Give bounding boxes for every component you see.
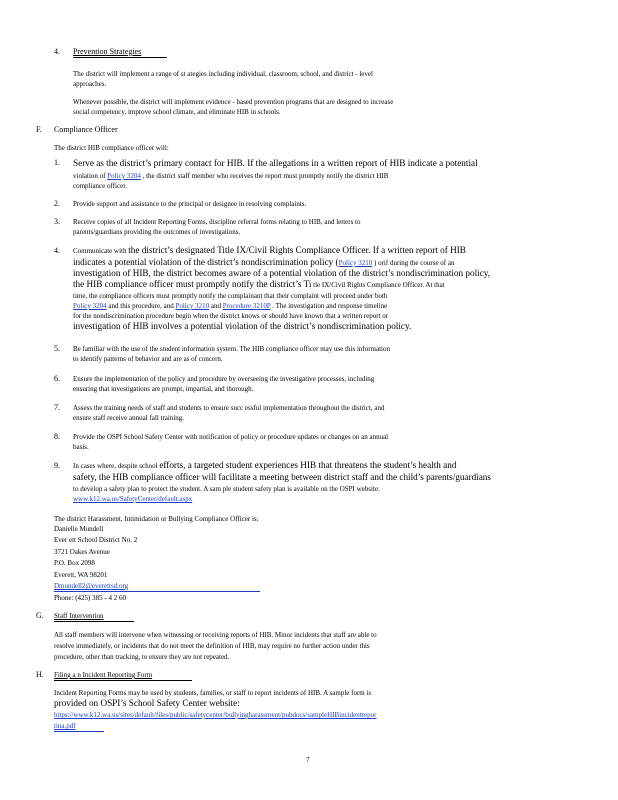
procedure-link[interactable]: Procedure 3210P [222,302,271,310]
paragraph-line: Whenever possible, the district will implement evidence - based prevention programs that are designed to increase [73,98,394,106]
list-item-text: Provide support and assistance to the principal or designee in resolving complaints. [73,200,307,208]
policy-link[interactable]: Policy 3210 [175,302,210,310]
list-number: 2. [54,199,60,208]
list-item-text: Ensure the implementation of the policy and procedure by overseeing the investigative processes, including [73,375,375,383]
list-item-text: violation of Policy 3204 , the district staff member who receives the report must promptly notify the district HIB [73,172,389,180]
officer-name: Danielle Mundell [54,525,104,533]
section-letter: F. [36,125,42,134]
paragraph-line: resolve immediately, or incidents that do not meet the definition of HIB, may require no further action under this [54,642,370,650]
list-item-text: basis. [73,443,89,451]
section-title: Staff Intervention [54,612,104,620]
title-underline [54,621,134,622]
section-number: 4. [54,47,60,56]
list-item-text: parents/guardians providing the outcomes of investigations. [73,228,241,236]
officer-email-link[interactable]: Dmundell2@everettsd.org [54,582,129,590]
list-number: 7. [54,403,60,412]
policy-link[interactable]: Policy 3210 [338,259,373,267]
officer-phone: Phone: (425) 385 - 4 2 60 [54,594,126,602]
list-item-text: Provide the OSPI School Safety Center with notification of policy or procedure updates or changes on an annual [73,433,389,441]
section-title: Filing a n Incident Reporting Form [54,671,153,679]
paragraph-line: The district HIB compliance officer will: [54,144,169,152]
list-item-text: Receive copies of all Incident Reporting Forms, discipline referral forms relating to HIB, and letters to [73,218,361,226]
list-item-text: Serve as the district’s primary contact for HIB. If the allegations in a written report of HIB indicate a potential [73,158,478,168]
list-item-text: time, the compliance officers must promptly notify the complainant that their complaint will proceed under both [73,292,388,300]
email-underline [54,591,260,592]
list-number: 8. [54,432,60,441]
paragraph-line: procedure, other than tracking, to ensure they are not repeated. [54,653,230,661]
paragraph-line: approaches. [73,80,107,88]
list-number: 1. [54,158,60,167]
sample-form-link-cont[interactable]: tina.pdf [54,722,76,730]
section-letter: H. [36,670,44,679]
list-item-text: investigation of HIB, the district becomes aware of a potential violation of the district’s nondiscrimination policy, [73,268,491,278]
list-number: 5. [54,344,60,353]
page-number: 7 [306,756,310,764]
title-underline [54,680,192,681]
section-title: Compliance Officer [54,125,118,134]
paragraph-line: provided on OSPI’s School Safety Center website: [54,698,240,708]
officer-city: Everett, WA 98201 [54,571,108,579]
list-item-text: for the nondiscrimination procedure begin when the district knows or should have known that a written report or [73,312,389,320]
list-number: 4. [54,246,60,255]
paragraph-line: All staff members will intervene when witnessing or receiving reports of HIB. Minor incidents that staff are able to [54,631,377,639]
section-letter: G. [36,611,44,620]
sample-form-link[interactable]: https://www.k12.wa.us/sites/default/files/public/safetycenter/bullyingharassment/pubdocs/sampleHIBincidentrepor [54,711,377,719]
policy-link[interactable]: Policy 3204 [73,302,107,310]
list-item-text: Communicate with the district’s designated Title IX/Civil Rights Compliance Officer. If a written report of HIB [73,245,466,255]
officer-heading: The district Harassment, Intimidation or Bullying Compliance Officer is: [54,515,259,523]
officer-org: Ever ett School District No. 2 [54,536,138,544]
list-item-text: compliance officer. [73,182,127,190]
list-item-text: Assess the training needs of staff and students to ensure succ essful implementation throughout the district, and [73,404,385,412]
paragraph-line: Incident Reporting Forms may be used by students, families, or staff to report incidents of HIB. A sample form is [54,689,372,697]
list-item-text: the HIB compliance officer must promptly notify the district’s Ti tle IX/Civil Rights Compliance Officer. At that [73,279,445,289]
list-number: 6. [54,374,60,383]
paragraph-line: The district will implement a range of st ategies including individual, classroom, school, and district - level [73,70,373,78]
list-item-text: In cases where, despite school efforts, a targeted student experiences HIB that threatens the student’s health and [73,460,457,470]
list-item-text: Be familiar with the use of the student information system. The HIB compliance officer may use this information [73,345,390,353]
list-item-text: to identify patterns of behavior and are as of concern. [73,355,223,363]
list-item-text: investigation of HIB involves a potential violation of the district’s nondiscrimination policy. [73,321,412,331]
list-number: 3. [54,217,60,226]
list-item-text: Policy 3204 and this procedure, and Policy 3210 and Procedure 3210P . The investigation and response timeline [73,302,388,310]
list-item-text: ensure staff receive annual fall training. [73,414,185,422]
website-link[interactable]: www.k12.wa.us/SafetyCenter/default.aspx [73,495,193,503]
list-item-text: to develop a safety plan to protect the student. A sam ple student safety plan is available on the OSPI website: [73,485,380,493]
link-underline [54,731,104,732]
list-number: 9. [54,461,60,470]
list-item-text: indicates a potential violation of the district’s nondiscrimination policy (Policy 3210 ) orif during the course of an [73,257,455,267]
list-item-text: safety, the HIB compliance officer will facilitate a meeting between district staff and the child’s parents/guardians [73,472,491,482]
list-item-text: ensuring that investigations are prompt, impartial, and thorough. [73,385,254,393]
officer-street: 3721 Oakes Avenue [54,548,110,556]
title-underline [73,57,167,58]
officer-po-box: P.O. Box 2098 [54,559,95,567]
paragraph-line: social competency, improve school climate, and eliminate HIB in schools. [73,108,281,116]
policy-link[interactable]: Policy 3204 [107,172,141,180]
section-title: Prevention Strategies [73,47,142,56]
